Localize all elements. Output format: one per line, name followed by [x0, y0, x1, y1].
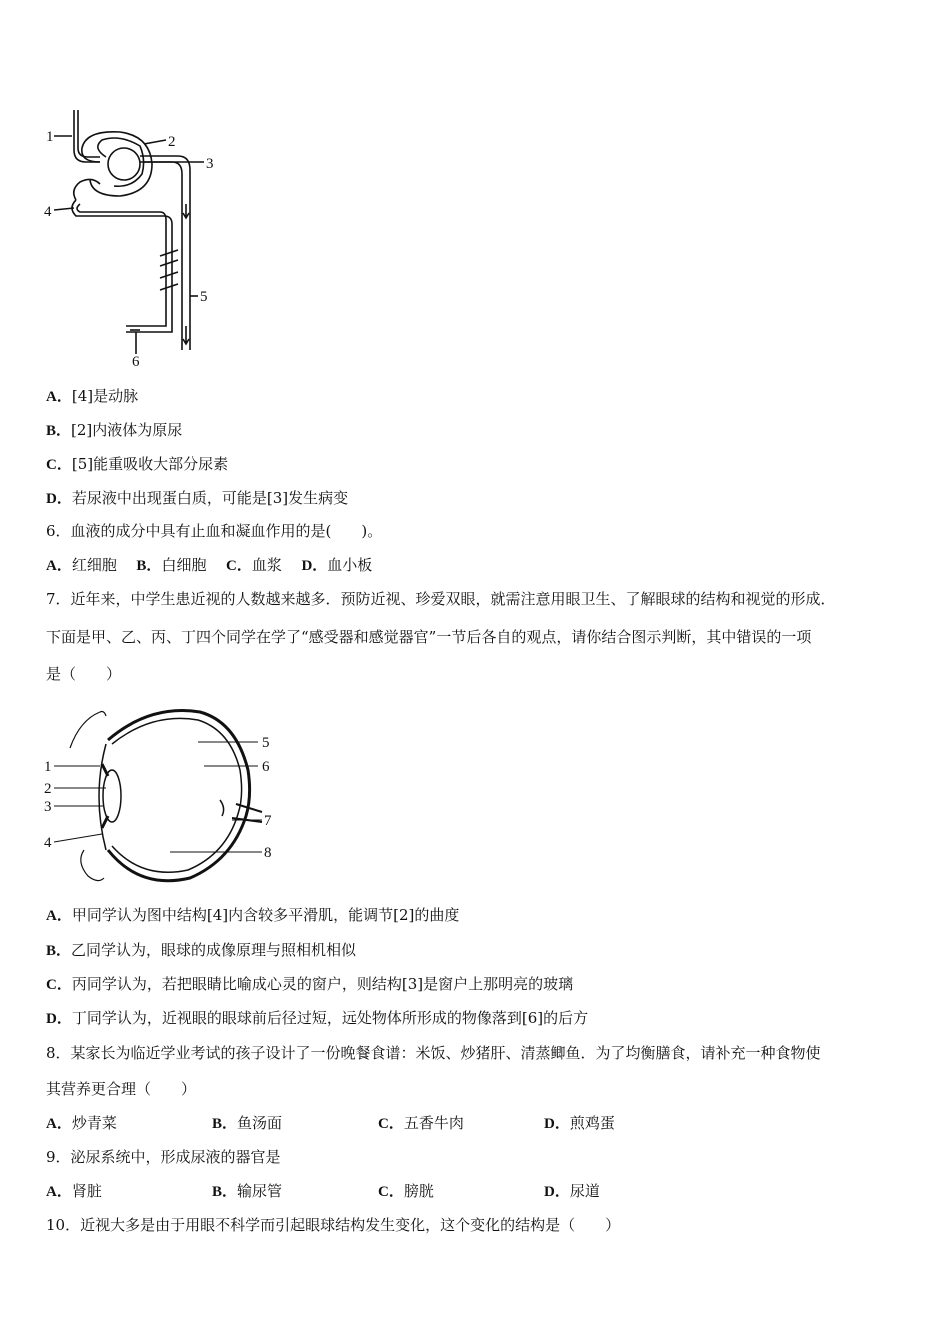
option-letter: C．	[378, 1184, 404, 1200]
option-letter: B．	[136, 558, 162, 574]
option-letter: C．	[226, 558, 252, 574]
option-text: [5]能重吸收大部分尿素	[71, 455, 229, 473]
option-letter: C．	[46, 457, 72, 473]
option-letter: D．	[46, 491, 72, 507]
option-text: 红细胞	[71, 556, 117, 574]
option-text: 膀胱	[403, 1182, 434, 1200]
q7-stem-line-3: 是（ ）	[46, 665, 122, 683]
nephron-label-6: 6	[132, 354, 140, 370]
option-letter: A．	[46, 558, 72, 574]
q7-stem-line-1: 7．近年来，中学生患近视的人数越来越多．预防近视、珍爱双眼，就需注意用眼卫生、了解眼球的结构和视觉的形成．	[46, 590, 836, 608]
option-text: 输尿管	[237, 1182, 283, 1200]
q7-stem-line-2: 下面是甲、乙、丙、丁四个同学在学了“感受器和感觉器官”一节后各自的观点，请你结合图示判断，其中错误的一项	[46, 628, 812, 646]
option-letter: D．	[46, 1011, 72, 1027]
option-text: [2]内液体为原尿	[71, 421, 183, 439]
option-letter: C．	[46, 977, 72, 993]
nephron-label-5: 5	[200, 289, 208, 305]
q5-option-d	[46, 488, 348, 509]
option-text: 尿道	[569, 1182, 600, 1200]
q7-option-c	[46, 974, 573, 995]
option-text: 丁同学认为，近视眼的眼球前后径过短，远处物体所形成的物像落到[6]的后方	[71, 1009, 589, 1027]
option-letter: D．	[301, 558, 328, 574]
q9-options	[46, 1181, 600, 1202]
eye-label-6: 6	[262, 759, 270, 775]
nephron-label-3: 3	[206, 156, 214, 172]
option-text: 甲同学认为图中结构[4]内含较多平滑肌，能调节[2]的曲度	[71, 906, 460, 924]
nephron-label-4: 4	[44, 204, 52, 220]
q7-option-b	[46, 940, 356, 961]
eye-label-1: 1	[44, 759, 52, 775]
q8-stem-line-1: 8．某家长为临近学业考试的孩子设计了一份晚餐食谱：米饭、炒猪肝、清蒸鲫鱼．为了均衡膳食，请补充一种食物使	[46, 1044, 821, 1062]
q5-option-a	[46, 386, 138, 407]
option-letter: B．	[212, 1116, 238, 1132]
eye-label-7: 7	[264, 813, 272, 829]
option-letter: D．	[544, 1116, 570, 1132]
q6-options	[46, 555, 372, 576]
eye-label-2: 2	[44, 781, 52, 797]
option-text: 鱼汤面	[237, 1114, 283, 1132]
option-text: 肾脏	[71, 1182, 102, 1200]
q7-option-a	[46, 905, 459, 926]
nephron-label-2: 2	[168, 134, 176, 150]
q5-option-b	[46, 420, 182, 441]
q9-stem: 9．泌尿系统中，形成尿液的器官是	[46, 1148, 281, 1166]
option-text: 血浆	[251, 556, 282, 574]
q10-stem: 10．近视大多是由于用眼不科学而引起眼球结构发生变化，这个变化的结构是（ ）	[46, 1216, 621, 1234]
eye-label-5: 5	[262, 735, 270, 751]
option-text: 血小板	[327, 556, 373, 574]
eyeball-diagram	[40, 700, 290, 890]
q8-options	[46, 1113, 615, 1134]
eye-label-8: 8	[264, 845, 272, 861]
q8-stem-line-2: 其营养更合理（ ）	[46, 1080, 197, 1098]
q6-stem: 6．血液的成分中具有止血和凝血作用的是( )。	[46, 522, 383, 540]
option-text: 若尿液中出现蛋白质，可能是[3]发生病变	[71, 489, 349, 507]
option-text: 煎鸡蛋	[569, 1114, 615, 1132]
option-text: 乙同学认为，眼球的成像原理与照相机相似	[71, 941, 357, 959]
nephron-diagram	[40, 100, 270, 370]
eye-label-3: 3	[44, 799, 52, 815]
q5-option-c	[46, 454, 228, 475]
option-text: 炒青菜	[71, 1114, 117, 1132]
eye-label-4: 4	[44, 835, 52, 851]
option-letter: D．	[544, 1184, 570, 1200]
option-letter: B．	[212, 1184, 238, 1200]
option-letter: A．	[46, 1116, 72, 1132]
option-letter: A．	[46, 389, 72, 405]
option-text: 丙同学认为，若把眼睛比喻成心灵的窗户，则结构[3]是窗户上那明亮的玻璃	[71, 975, 574, 993]
option-letter: A．	[46, 908, 72, 924]
option-text: [4]是动脉	[71, 387, 139, 405]
nephron-label-1: 1	[46, 129, 54, 145]
q7-option-d	[46, 1008, 588, 1029]
option-letter: B．	[46, 423, 72, 439]
option-letter: C．	[378, 1116, 404, 1132]
option-letter: A．	[46, 1184, 72, 1200]
option-text: 白细胞	[161, 556, 207, 574]
option-letter: B．	[46, 943, 72, 959]
option-text: 五香牛肉	[403, 1114, 464, 1132]
